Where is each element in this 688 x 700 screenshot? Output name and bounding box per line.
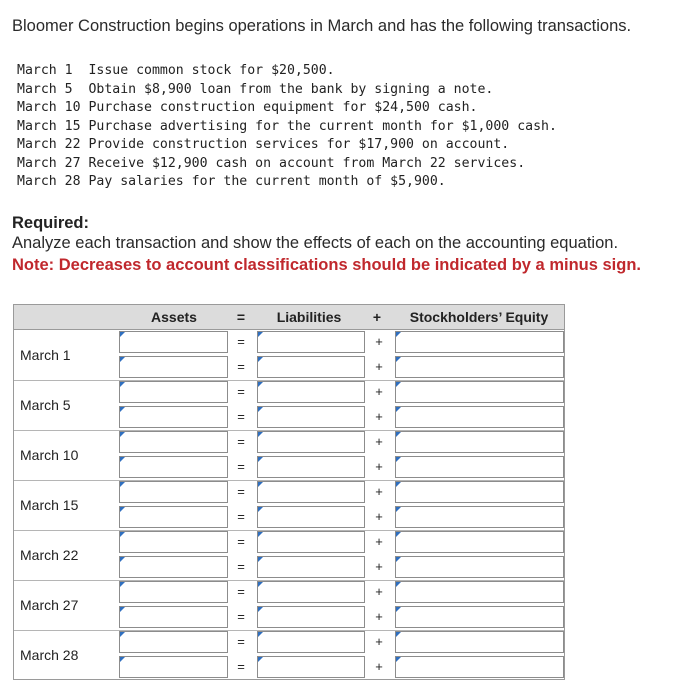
table-row xyxy=(14,380,564,431)
input-corner-marker xyxy=(258,382,263,387)
input-corner-marker xyxy=(258,532,263,537)
plus-sign: + xyxy=(375,584,383,599)
input-corner-marker xyxy=(120,432,125,437)
table-header xyxy=(14,305,564,330)
liabilities-input[interactable] xyxy=(257,431,365,453)
transaction-list xyxy=(17,62,557,192)
input-corner-marker xyxy=(120,582,125,587)
equals-sign: = xyxy=(237,434,245,449)
liabilities-input[interactable] xyxy=(257,381,365,403)
required-note: Note: Decreases to account classifications should be indicated by a minus sign. xyxy=(12,256,641,274)
assets-input[interactable] xyxy=(119,406,228,428)
row-label: March 15 xyxy=(20,497,79,513)
transaction-line: March 28 Pay salaries for the current month of $5,900. xyxy=(17,174,446,189)
input-corner-marker xyxy=(396,332,401,337)
input-corner-marker xyxy=(120,482,125,487)
stockholders-equity-input[interactable] xyxy=(395,481,564,503)
input-corner-marker xyxy=(120,382,125,387)
input-corner-marker xyxy=(120,332,125,337)
plus-sign: + xyxy=(375,484,383,499)
assets-input[interactable] xyxy=(119,456,228,478)
input-corner-marker xyxy=(258,482,263,487)
plus-sign: + xyxy=(375,534,383,549)
assets-input[interactable] xyxy=(119,631,228,653)
plus-sign: + xyxy=(375,384,383,399)
plus-sign: + xyxy=(375,609,383,624)
transaction-line: March 27 Receive $12,900 cash on account from March 22 services. xyxy=(17,155,526,171)
input-corner-marker xyxy=(258,557,263,562)
row-label: March 27 xyxy=(20,597,79,613)
row-label: March 5 xyxy=(20,397,71,413)
stockholders-equity-input[interactable] xyxy=(395,631,564,653)
input-corner-marker xyxy=(396,382,401,387)
header-equals: = xyxy=(236,309,246,325)
assets-input[interactable] xyxy=(119,431,228,453)
input-corner-marker xyxy=(258,407,263,412)
header-assets: Assets xyxy=(151,309,197,325)
equals-sign: = xyxy=(237,384,245,399)
transaction-line: March 1 Issue common stock for $20,500. xyxy=(17,63,335,78)
equals-sign: = xyxy=(237,559,245,574)
stockholders-equity-input[interactable] xyxy=(395,606,564,628)
row-label: March 10 xyxy=(20,447,79,463)
row-label: March 1 xyxy=(20,347,71,363)
header-stockholders-equity: Stockholders’ Equity xyxy=(409,309,549,325)
equals-sign: = xyxy=(237,459,245,474)
table-row xyxy=(14,430,564,481)
header-liabilities: Liabilities xyxy=(276,309,342,325)
stockholders-equity-input[interactable] xyxy=(395,656,564,678)
stockholders-equity-input[interactable] xyxy=(395,331,564,353)
plus-sign: + xyxy=(375,334,383,349)
table-row xyxy=(14,630,564,680)
equals-sign: = xyxy=(237,609,245,624)
input-corner-marker xyxy=(120,457,125,462)
stockholders-equity-input[interactable] xyxy=(395,506,564,528)
row-label: March 28 xyxy=(20,647,79,663)
intro-text: Bloomer Construction begins operations in March and has the following transactions. xyxy=(12,17,632,35)
required-text: Analyze each transaction and show the effects of each on the accounting equation. xyxy=(12,234,619,252)
equals-sign: = xyxy=(237,534,245,549)
table-row xyxy=(14,530,564,581)
equals-sign: = xyxy=(237,509,245,524)
header-plus: + xyxy=(372,309,382,325)
liabilities-input[interactable] xyxy=(257,581,365,603)
required-heading: Required: xyxy=(12,214,90,232)
input-corner-marker xyxy=(258,332,263,337)
plus-sign: + xyxy=(375,509,383,524)
plus-sign: + xyxy=(375,434,383,449)
input-corner-marker xyxy=(258,607,263,612)
input-corner-marker xyxy=(258,457,263,462)
input-corner-marker xyxy=(396,657,401,662)
stockholders-equity-input[interactable] xyxy=(395,456,564,478)
liabilities-input[interactable] xyxy=(257,556,365,578)
liabilities-input[interactable] xyxy=(257,406,365,428)
liabilities-input[interactable] xyxy=(257,656,365,678)
transaction-line: March 22 Provide construction services for $17,900 on account. xyxy=(17,137,510,152)
table-row xyxy=(14,330,564,381)
stockholders-equity-input[interactable] xyxy=(395,406,564,428)
input-corner-marker xyxy=(120,557,125,562)
equals-sign: = xyxy=(237,484,245,499)
liabilities-input[interactable] xyxy=(257,631,365,653)
table-row xyxy=(14,480,564,531)
plus-sign: + xyxy=(375,659,383,674)
accounting-equation-table xyxy=(13,304,565,680)
plus-sign: + xyxy=(375,634,383,649)
assets-input[interactable] xyxy=(119,531,228,553)
assets-input[interactable] xyxy=(119,356,228,378)
input-corner-marker xyxy=(396,582,401,587)
input-corner-marker xyxy=(258,357,263,362)
input-corner-marker xyxy=(120,507,125,512)
transaction-line: March 5 Obtain $8,900 loan from the bank by signing a note. xyxy=(17,81,494,97)
liabilities-input[interactable] xyxy=(257,331,365,353)
assets-input[interactable] xyxy=(119,481,228,503)
stockholders-equity-input[interactable] xyxy=(395,531,564,553)
input-corner-marker xyxy=(258,657,263,662)
assets-input[interactable] xyxy=(119,556,228,578)
input-corner-marker xyxy=(258,432,263,437)
equals-sign: = xyxy=(237,634,245,649)
liabilities-input[interactable] xyxy=(257,356,365,378)
equals-sign: = xyxy=(237,334,245,349)
input-corner-marker xyxy=(120,657,125,662)
liabilities-input[interactable] xyxy=(257,456,365,478)
transaction-line: March 10 Purchase construction equipment for $24,500 cash. xyxy=(17,100,478,115)
input-corner-marker xyxy=(258,582,263,587)
assets-input[interactable] xyxy=(119,581,228,603)
input-corner-marker xyxy=(396,532,401,537)
input-corner-marker xyxy=(258,507,263,512)
equals-sign: = xyxy=(237,584,245,599)
equals-sign: = xyxy=(237,659,245,674)
table-row xyxy=(14,580,564,631)
input-corner-marker xyxy=(396,607,401,612)
row-label: March 22 xyxy=(20,547,79,563)
input-corner-marker xyxy=(120,632,125,637)
input-corner-marker xyxy=(396,632,401,637)
liabilities-input[interactable] xyxy=(257,481,365,503)
stockholders-equity-input[interactable] xyxy=(395,356,564,378)
assets-input[interactable] xyxy=(119,656,228,678)
input-corner-marker xyxy=(396,457,401,462)
stockholders-equity-input[interactable] xyxy=(395,431,564,453)
input-corner-marker xyxy=(120,607,125,612)
stockholders-equity-input[interactable] xyxy=(395,556,564,578)
liabilities-input[interactable] xyxy=(257,531,365,553)
assets-input[interactable] xyxy=(119,506,228,528)
plus-sign: + xyxy=(375,359,383,374)
assets-input[interactable] xyxy=(119,331,228,353)
input-corner-marker xyxy=(396,507,401,512)
equals-sign: = xyxy=(237,409,245,424)
assets-input[interactable] xyxy=(119,381,228,403)
input-corner-marker xyxy=(396,432,401,437)
transaction-line: March 15 Purchase advertising for the current month for $1,000 cash. xyxy=(17,118,557,134)
input-corner-marker xyxy=(396,407,401,412)
input-corner-marker xyxy=(120,357,125,362)
plus-sign: + xyxy=(375,409,383,424)
liabilities-input[interactable] xyxy=(257,606,365,628)
stockholders-equity-input[interactable] xyxy=(395,381,564,403)
input-corner-marker xyxy=(120,407,125,412)
plus-sign: + xyxy=(375,459,383,474)
liabilities-input[interactable] xyxy=(257,506,365,528)
input-corner-marker xyxy=(396,482,401,487)
assets-input[interactable] xyxy=(119,606,228,628)
input-corner-marker xyxy=(396,557,401,562)
input-corner-marker xyxy=(120,532,125,537)
input-corner-marker xyxy=(258,632,263,637)
equals-sign: = xyxy=(237,359,245,374)
plus-sign: + xyxy=(375,559,383,574)
input-corner-marker xyxy=(396,357,401,362)
stockholders-equity-input[interactable] xyxy=(395,581,564,603)
